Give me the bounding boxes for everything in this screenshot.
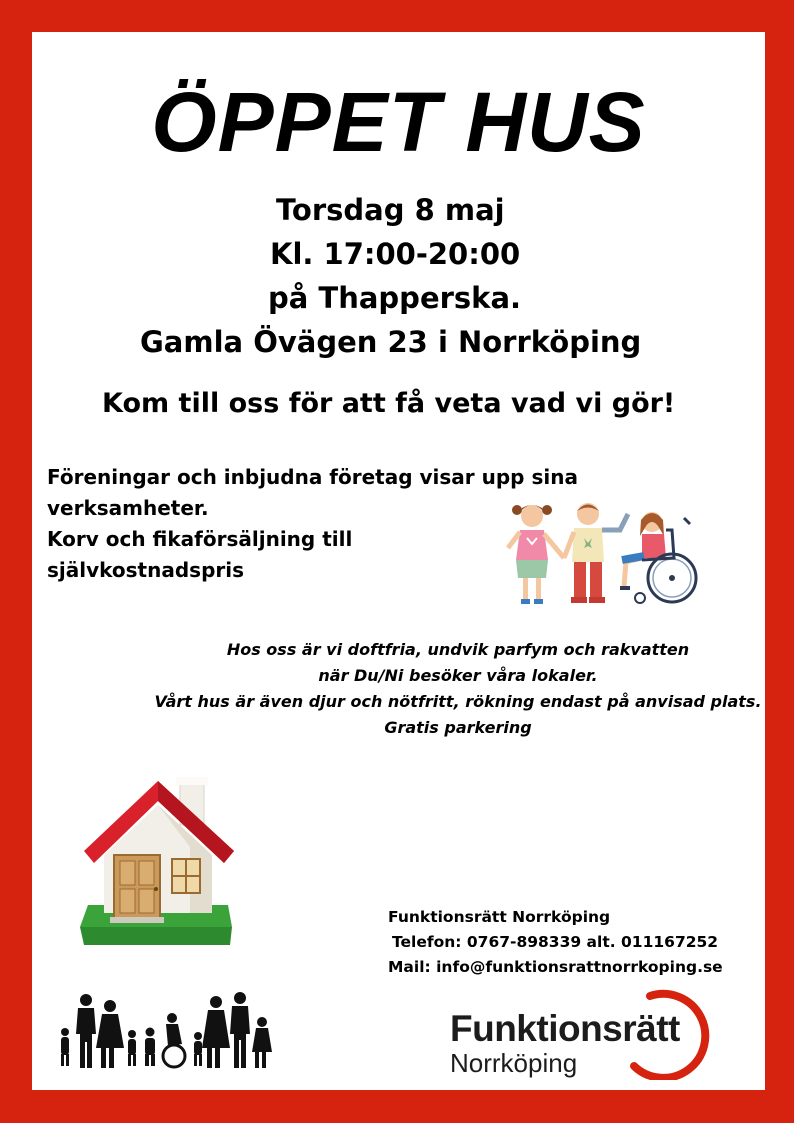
notice-line: Vårt hus är även djur och nötfritt, rökning endast på anvisad plats. — [154, 692, 762, 711]
notice — [140, 637, 776, 741]
description-line: självkostnadspris — [47, 558, 245, 582]
event-address: Gamla Övägen 23 i Norrköping — [140, 325, 642, 359]
poster — [32, 32, 765, 1090]
logo-main-text: Funktionsrätt — [450, 1008, 680, 1049]
contact-phone: Telefon: 0767-898339 alt. 011167252 — [392, 933, 719, 951]
notice-line: Gratis parkering — [384, 718, 532, 737]
contact-org: Funktionsrätt Norrköping — [388, 908, 611, 926]
event-place: på Thapperska. — [268, 281, 522, 315]
description-line: Föreningar och inbjudna företag visar upp sina — [47, 465, 578, 489]
contact-mail: Mail: info@funktionsrattnorrkoping.se — [388, 958, 723, 976]
children-illustration — [502, 500, 698, 610]
family-silhouette — [56, 992, 276, 1070]
event-date: Torsdag 8 maj — [276, 193, 505, 227]
funktionsratt-logo — [444, 988, 724, 1080]
notice-line: Hos oss är vi doftfria, undvik parfym och rakvatten — [226, 640, 690, 659]
description — [47, 462, 578, 586]
logo-sub-text: Norrköping — [450, 1048, 578, 1078]
notice-line: när Du/Ni besöker våra lokaler. — [318, 666, 598, 685]
house-illustration — [80, 777, 240, 945]
headline: ÖPPET HUS — [151, 75, 646, 169]
event-time: Kl. 17:00-20:00 — [270, 237, 521, 271]
description-line: verksamheter. — [47, 496, 209, 520]
contact — [388, 905, 723, 980]
tagline: Kom till oss för att få veta vad vi gör! — [102, 388, 676, 419]
description-line: Korv och fikaförsäljning till — [47, 527, 353, 551]
